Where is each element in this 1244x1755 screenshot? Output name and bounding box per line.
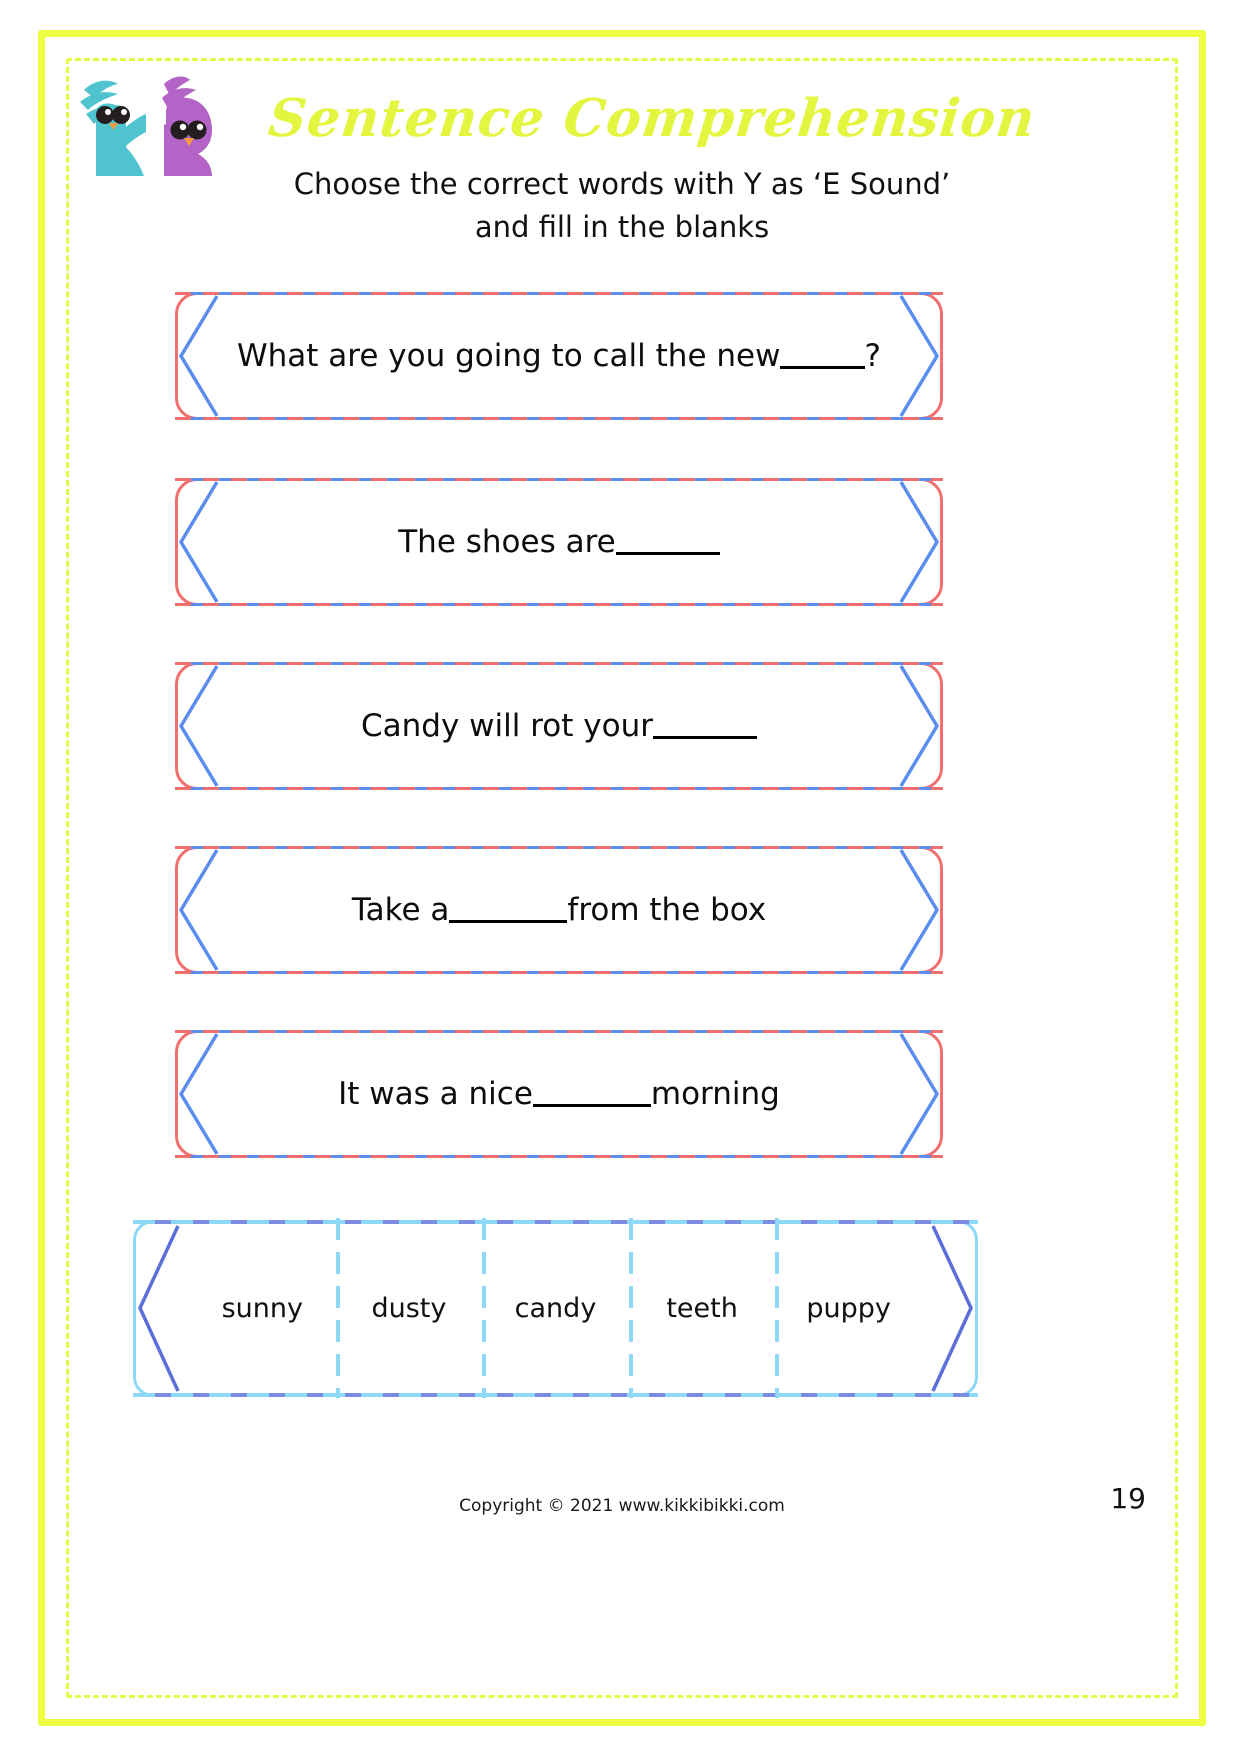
word-bank-item[interactable]: teeth: [629, 1220, 776, 1397]
sentence-text-4: [237, 846, 881, 974]
word-bank-item[interactable]: puppy: [775, 1220, 922, 1397]
instructions-line-1: Choose the correct words with Y as ‘E Sound’: [293, 167, 951, 201]
chevron-left-icon: [177, 662, 219, 790]
chevron-left-icon: [177, 846, 219, 974]
sentence-prefix: It was a nice: [338, 1076, 533, 1112]
chevron-right-icon: [899, 478, 941, 606]
chevron-right-icon: [899, 292, 941, 420]
chevron-right-icon: [899, 846, 941, 974]
page-title-text: Sentence Comprehension: [265, 88, 1039, 149]
chevron-left-icon: [136, 1220, 180, 1397]
chevron-right-icon: [899, 1030, 941, 1158]
sentence-banner-4[interactable]: [175, 846, 943, 974]
answer-blank[interactable]: [780, 343, 864, 369]
chevron-right-icon: [931, 1220, 975, 1397]
sentence-suffix: morning: [650, 1076, 780, 1112]
instructions: [222, 163, 1022, 249]
sentence-prefix: The shoes are: [398, 524, 616, 560]
sentence-text-1: [237, 292, 881, 420]
copyright-text: Copyright © 2021 www.kikkibikki.com: [459, 1496, 785, 1516]
sentence-suffix: from the box: [567, 892, 767, 928]
instructions-line-2: and fill in the blanks: [474, 210, 770, 244]
word-bank-item[interactable]: candy: [482, 1220, 629, 1397]
sentence-text-5: [237, 1030, 881, 1158]
sentence-suffix: ?: [864, 338, 881, 374]
sentence-banner-2[interactable]: [175, 478, 943, 606]
sentence-banner-5[interactable]: [175, 1030, 943, 1158]
page-number: 19: [1110, 1482, 1146, 1515]
word-bank: [133, 1220, 978, 1397]
chevron-right-icon: [899, 662, 941, 790]
chevron-left-icon: [177, 478, 219, 606]
answer-blank[interactable]: [449, 897, 567, 923]
sentence-prefix: Candy will rot your: [361, 708, 653, 744]
sentence-text-3: [237, 662, 881, 790]
word-bank-item[interactable]: dusty: [336, 1220, 483, 1397]
sentence-prefix: Take a: [351, 892, 450, 928]
chevron-left-icon: [177, 1030, 219, 1158]
answer-blank[interactable]: [653, 713, 757, 739]
answer-blank[interactable]: [533, 1081, 651, 1107]
sentence-prefix: What are you going to call the new: [237, 338, 781, 374]
chevron-left-icon: [177, 292, 219, 420]
page-title: [0, 88, 1244, 149]
sentence-banner-1[interactable]: [175, 292, 943, 420]
sentence-banner-3[interactable]: [175, 662, 943, 790]
word-bank-cells: [189, 1220, 922, 1397]
word-bank-item[interactable]: sunny: [221, 1293, 303, 1324]
answer-blank[interactable]: [616, 529, 720, 555]
sentence-text-2: [237, 478, 881, 606]
